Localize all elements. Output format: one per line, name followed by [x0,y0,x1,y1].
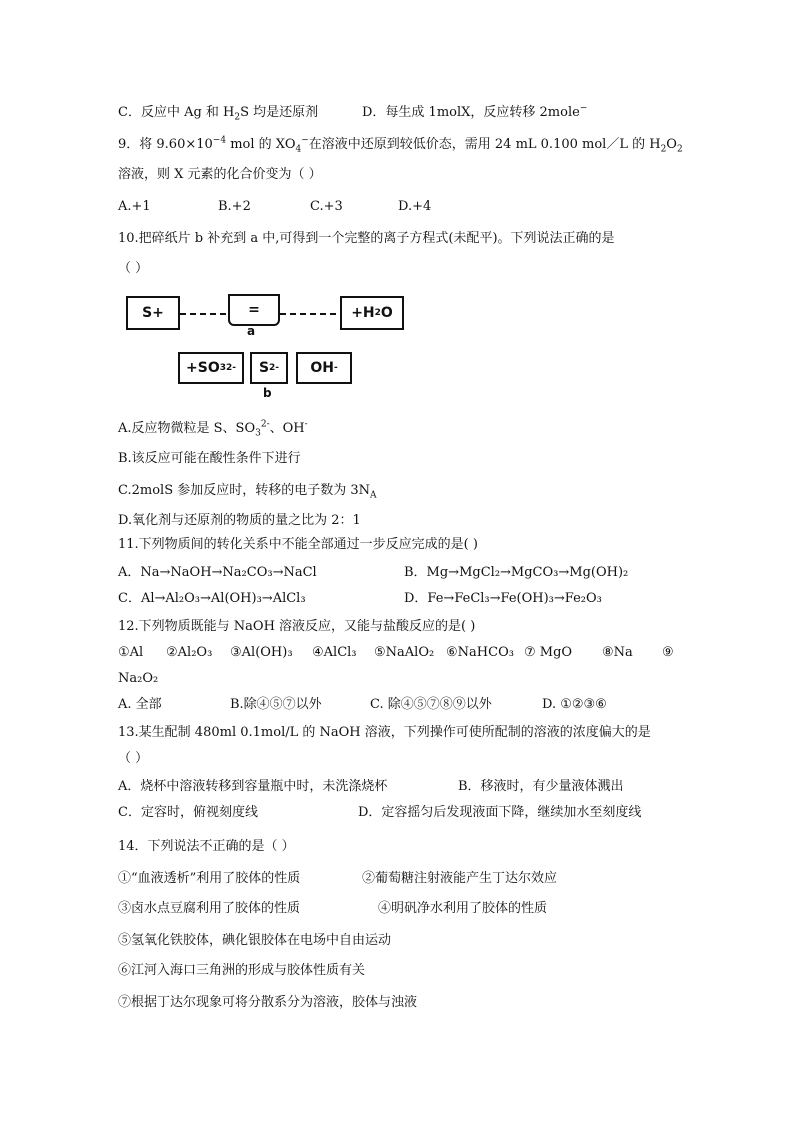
q12-stem: 12.下列物质既能与 NaOH 溶液反应，又能与盐酸反应的是( ) [118,619,476,634]
q12-item-9: ⑨ [662,645,674,660]
q13-stem-line2: （ ） [118,751,149,766]
q12-item-8: ⑧Na [602,645,633,660]
q10-stem-line2: （ ） [118,261,149,276]
q10-stem-line1: 10.把碎纸片 b 补充到 a 中,可得到一个完整的离子方程式(未配平)。下列说法正确的是 [118,231,615,246]
q14-statement-2: ②葡萄糖注射液能产生丁达尔效应 [362,871,558,886]
q13-option-a: A．烧杯中溶液转移到容量瓶中时，未洗涤烧杯 [118,779,388,794]
q14-stem: 14．下列说法不正确的是（ ） [118,839,295,854]
q9-option-b: B.+2 [218,199,251,214]
q13-stem-line1: 13.某生配制 480ml 0.1mol/L 的 NaOH 溶液，下列操作可使所配制的溶液的浓度偏大的是 [118,725,651,740]
q13-option-c: C．定容时，俯视刻度线 [118,805,258,820]
q12-option-d: D. ①②③⑥ [542,697,607,712]
q9-stem-line2: 溶液，则 X 元素的化合价变为（ ） [118,167,322,182]
q14-statement-7: ⑦根据丁达尔现象可将分散系分为溶液，胶体与浊液 [118,995,418,1010]
q10-option-a: A.反应物微粒是 S、$SO_3^{2-}$、OH- [118,419,308,439]
q10-option-d: D.氧化剂与还原剂的物质的量之比为 2：1 [118,513,361,528]
q9-option-c: C.+3 [310,199,343,214]
q11-option-a: A．Na→NaOH→Na₂CO₃→NaCl [118,565,317,580]
q12-option-c: C. 除④⑤⑦⑧⑨以外 [370,697,492,712]
q12-item-1: ①Al [118,645,144,660]
piece-so3: +SO 3 2- [178,352,244,384]
q11-option-d: D．Fe→FeCl₃→Fe(OH)₃→Fe₂O₃ [404,591,602,606]
q10-option-c: C.2molS 参加反应时，转移的电子数为 $3N_A$ [118,483,377,501]
q11-option-b: B．Mg→MgCl₂→MgCO₃→Mg(OH)₂ [404,565,629,580]
q8-option-c: C．反应中 Ag 和 $H_2S$ 均是还原剂 [118,105,319,123]
q14-statement-4: ④明矾净水利用了胶体的性质 [378,901,548,916]
q12-item-4: ④AlCl₃ [312,645,357,660]
q14-statement-6: ⑥江河入海口三角洲的形成与胶体性质有关 [118,963,366,978]
q12-item-5: ⑤NaAlO₂ [374,645,435,660]
q12-item-6: ⑥NaHCO₃ [446,645,514,660]
q9-option-a: A.+1 [118,199,151,214]
q14-statement-3: ③卤水点豆腐利用了胶体的性质 [118,901,301,916]
q9-stem-line1: 9．将 $9.60\times 10^{-4}$ mol 的 $XO_4^-$在溶液中还原到较低价态，需用 24 mL 0.100 mol／L 的 $H_2O_2$ [118,135,683,155]
q12-option-a: A. 全部 [118,697,162,712]
q8-option-d: D．每生成 1molX，反应转移 2mole− [362,103,588,120]
q9-option-d: D.+4 [398,199,432,214]
label-a: a [247,324,256,338]
piece-s-plus: S+ [126,296,180,330]
piece-s2: S 2- [250,352,288,384]
q10-option-b: B.该反应可能在酸性条件下进行 [118,451,301,466]
q13-option-b: B．移液时，有少量液体溅出 [458,779,624,794]
dash-line-left [180,313,226,315]
q12-item-7: ⑦ MgO [524,645,573,660]
label-b: b [263,386,272,400]
q12-option-b: B.除④⑤⑦以外 [230,697,322,712]
piece-h2o: +H 2 O [340,296,404,330]
q14-statement-5: ⑤氢氧化铁胶体，碘化银胶体在电场中自由运动 [118,933,392,948]
q13-option-d: D．定容摇匀后发现液面下降，继续加水至刻度线 [358,805,642,820]
q12-item-9-cont: Na₂O₂ [118,671,159,686]
q11-stem: 11.下列物质间的转化关系中不能全部通过一步反应完成的是( ) [118,537,478,552]
q12-item-3: ③Al(OH)₃ [230,645,293,660]
piece-oh: OH - [296,352,352,384]
q14-statement-1: ①“血液透析”利用了胶体的性质 [118,871,301,886]
piece-equals: = [228,294,280,326]
dash-line-right [280,313,336,315]
q11-option-c: C．Al→Al₂O₃→Al(OH)₃→AlCl₃ [118,591,306,606]
q12-item-2: ②Al₂O₃ [166,645,213,660]
